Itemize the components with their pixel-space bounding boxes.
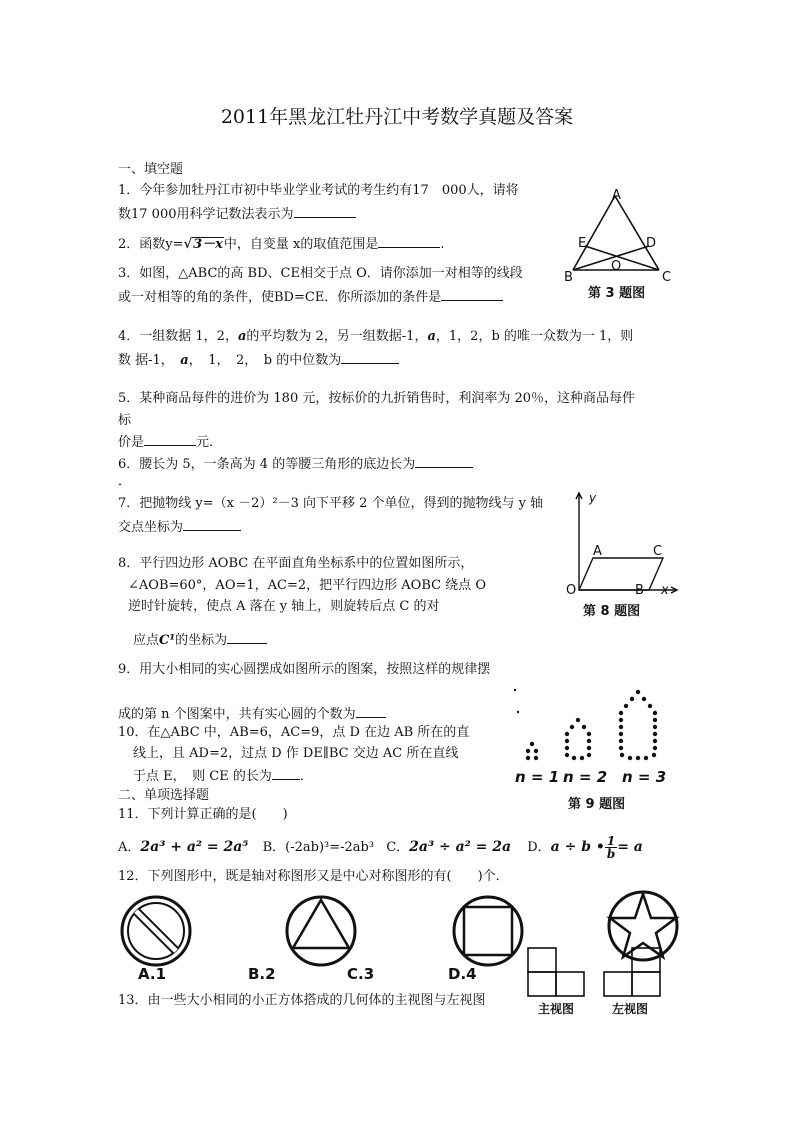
q12-figure-a-circle-slash — [118, 893, 198, 973]
q7-line1: 7．把抛物线 y=（x －2）²－3 向下平移 2 个单位，得到的抛物线与 y 轴 — [118, 496, 544, 511]
page-title: 2011年黑龙江牡丹江中考数学真题及答案 — [220, 106, 574, 128]
dot — [628, 756, 632, 760]
q12-option-d: D.4 — [448, 965, 477, 983]
section-single-choice: 二、单项选择题 — [118, 788, 210, 803]
q12-figure-c-circle-square — [450, 893, 530, 973]
dot — [636, 756, 640, 760]
q11-option-c-label: C． — [386, 840, 410, 855]
q12-stem: 12．下列图形中，既是轴对称图形又是中心对称图形的有( )个． — [118, 869, 509, 884]
dot — [619, 725, 623, 729]
fig8-label-o: O — [566, 583, 577, 598]
q9-line2: 成的第 n 个图案中，共有实心圆的个数为 — [118, 705, 386, 723]
fig3-label-o: O — [611, 259, 622, 274]
dot — [642, 697, 646, 701]
parallelogram-aobc — [579, 558, 663, 590]
fig8-label-y: y — [589, 491, 597, 505]
q3-answer-blank — [441, 288, 503, 301]
dot — [630, 697, 634, 701]
fig9-label-n2: n = 2 — [563, 768, 608, 786]
fig8-label-b: B — [635, 583, 644, 598]
q8-line2: ∠AOB=60°，AO=1，AC=2，把平行四边形 AOBC 绕点 O — [128, 578, 486, 593]
dot — [653, 711, 657, 715]
fig3-caption: 第 3 题图 — [588, 286, 646, 301]
q8-line1: 8．平行四边形 AOBC 在平面直角坐标系中的位置如图所示， — [118, 556, 474, 571]
dot — [652, 753, 656, 757]
dot — [653, 739, 657, 743]
fig9-label-n1: n = 1 — [515, 768, 560, 786]
dot — [619, 718, 623, 722]
dot — [572, 756, 576, 760]
q8-c1: C¹ — [159, 633, 176, 648]
q13-left-view — [602, 946, 672, 1006]
dot — [653, 725, 657, 729]
fig3-label-d: D — [646, 236, 657, 251]
dot — [619, 739, 623, 743]
q9-line1: 9．用大小相同的实心圆摆成如图所示的图案，按照这样的规律摆 — [118, 662, 491, 677]
q10-line3: 于点 E， 则 CE 的长为 ． — [133, 769, 313, 784]
q4-line1: 4．一组数据 1，2，a的平均数为 2，另一组数据-1，a，1，2，b 的唯一众数为一 1，则 — [118, 329, 634, 344]
figure-9-dot-patterns — [512, 682, 672, 782]
q7-answer-blank — [183, 518, 241, 531]
stray-dot — [517, 711, 519, 713]
dot — [653, 732, 657, 736]
dot — [526, 756, 530, 760]
fig8-label-a: A — [593, 544, 602, 559]
dot — [582, 725, 586, 729]
q2-answer-blank — [378, 235, 440, 248]
q1-line2 — [118, 205, 356, 223]
q5-line3: 价是 元． — [118, 435, 223, 450]
q4-answer-blank — [341, 351, 399, 364]
fig3-label-c: C — [662, 270, 672, 285]
dot — [619, 732, 623, 736]
dot — [565, 732, 569, 736]
fig8-label-c: C — [653, 544, 663, 559]
fig3-label-b: B — [564, 270, 573, 285]
dot — [620, 753, 624, 757]
dot — [644, 756, 648, 760]
q5-answer-blank — [144, 433, 196, 446]
q1-answer-blank — [294, 205, 356, 218]
dot — [587, 753, 591, 757]
q11-option-a: 2a³ + a² = 2a⁵ — [140, 839, 249, 855]
q12-figure-b-circle-triangle — [283, 893, 363, 973]
section-fill-in: 一、填空题 — [118, 162, 184, 177]
q11-option-a-label: A． — [118, 840, 141, 855]
fig9-label-n3: n = 3 — [622, 768, 667, 786]
dot — [636, 690, 640, 694]
fig3-label-a: A — [612, 188, 621, 203]
q3-line1: 3．如图，△ABC的高 BD、CE相交于点 O．请你添加一对相等的线段 — [118, 266, 523, 281]
dot — [580, 756, 584, 760]
dot — [653, 718, 657, 722]
dot — [653, 746, 657, 750]
q6-answer-blank — [415, 455, 473, 468]
dot — [565, 739, 569, 743]
q1-text: 数17 000用科学记数法表示为 — [118, 207, 294, 222]
q13-left-view-label: 左视图 — [612, 1002, 649, 1016]
dot — [648, 704, 652, 708]
q4-line2: 数 据-1， a， 1， 2， b 的中位数为 — [118, 351, 399, 369]
q10-line1: 10．在△ABC 中，AB=6，AC=9，点 D 在边 AB 所在的直 — [118, 725, 470, 740]
q13-stem: 13．由一些大小相同的小正方体搭成的几何体的主视图与左视图 — [118, 993, 486, 1008]
dot — [587, 746, 591, 750]
dot — [534, 756, 538, 760]
fig8-label-x: x — [661, 583, 669, 598]
q2-text-a: 2．函数y= — [118, 237, 184, 252]
q12-option-b: B.2 — [248, 965, 276, 983]
q11-options — [118, 835, 643, 860]
q11-option-d-part2: = a — [617, 839, 643, 855]
q2-line: 2．函数y=√3－x中，自变量 x的取值范围是 . — [118, 237, 445, 252]
q3-line2 — [118, 288, 503, 306]
q13-front-view-label: 主视图 — [538, 1002, 575, 1016]
q1-line1: 1．今年参加牡丹江市初中毕业学业考试的考生约有17 000人，请将 — [118, 183, 519, 198]
dot — [526, 749, 530, 753]
q2-text-b: 中，自变量 x的取值范围是 — [223, 237, 379, 252]
dot — [624, 704, 628, 708]
q4-alpha: a — [237, 329, 247, 344]
q10-answer-blank — [272, 767, 300, 780]
q9-answer-blank — [356, 705, 386, 718]
q11-stem: 11．下列计算正确的是( ) — [118, 807, 288, 822]
q7-line2: 交点坐标为 — [118, 518, 241, 536]
q11-option-c: 2a³ ÷ a² = 2a — [409, 839, 512, 855]
q6-dot: ． — [118, 474, 132, 489]
dot — [619, 711, 623, 715]
q11-option-b: B．(-2ab)³=-2ab³ — [262, 840, 375, 855]
q5-line2: 标 — [118, 413, 132, 428]
q11-option-d-label: D． — [527, 840, 551, 855]
dot — [565, 746, 569, 750]
dot — [587, 732, 591, 736]
dot — [570, 725, 574, 729]
dot — [530, 742, 534, 746]
dot — [576, 718, 580, 722]
q3-text: 或一对相等的角的条件，使BD=CE．你所添加的条件是 — [118, 290, 442, 305]
q11-option-d-fraction: $\frac{1}{b}$ — [606, 834, 616, 861]
dot — [587, 739, 591, 743]
dot — [619, 746, 623, 750]
q13-front-view — [526, 946, 596, 1006]
q8-line3: 逆时针旋转，使点 A 落在 y 轴上，则旋转后点 C 的对 — [128, 599, 440, 614]
fig3-label-e: E — [578, 236, 587, 251]
q2-radicand: 3－x — [193, 237, 223, 252]
q8-line4: 应点C¹的坐标为 — [133, 631, 267, 649]
q12-option-a: A.1 — [138, 965, 167, 983]
fig8-caption: 第 8 题图 — [583, 604, 641, 619]
dot — [565, 753, 569, 757]
q5-line1: 5．某种商品每件的进价为 180 元，按标价的九折销售时，利润率为 20％，这种商品每件 — [118, 391, 636, 406]
q12-option-c: C.3 — [347, 965, 375, 983]
q8-answer-blank — [227, 631, 267, 644]
fig9-caption: 第 9 题图 — [568, 797, 626, 812]
q6-line: 6．腰长为 5，一条高为 4 的等腰三角形的底边长为 — [118, 455, 473, 473]
dot — [534, 749, 538, 753]
edge-ac — [615, 196, 659, 270]
stray-dot — [514, 689, 516, 691]
q10-line2: 线上，且 AD=2，过点 D 作 DE∥BC 交边 AC 所在直线 — [133, 746, 459, 761]
q11-option-d-part1: a ÷ b • — [550, 839, 605, 855]
